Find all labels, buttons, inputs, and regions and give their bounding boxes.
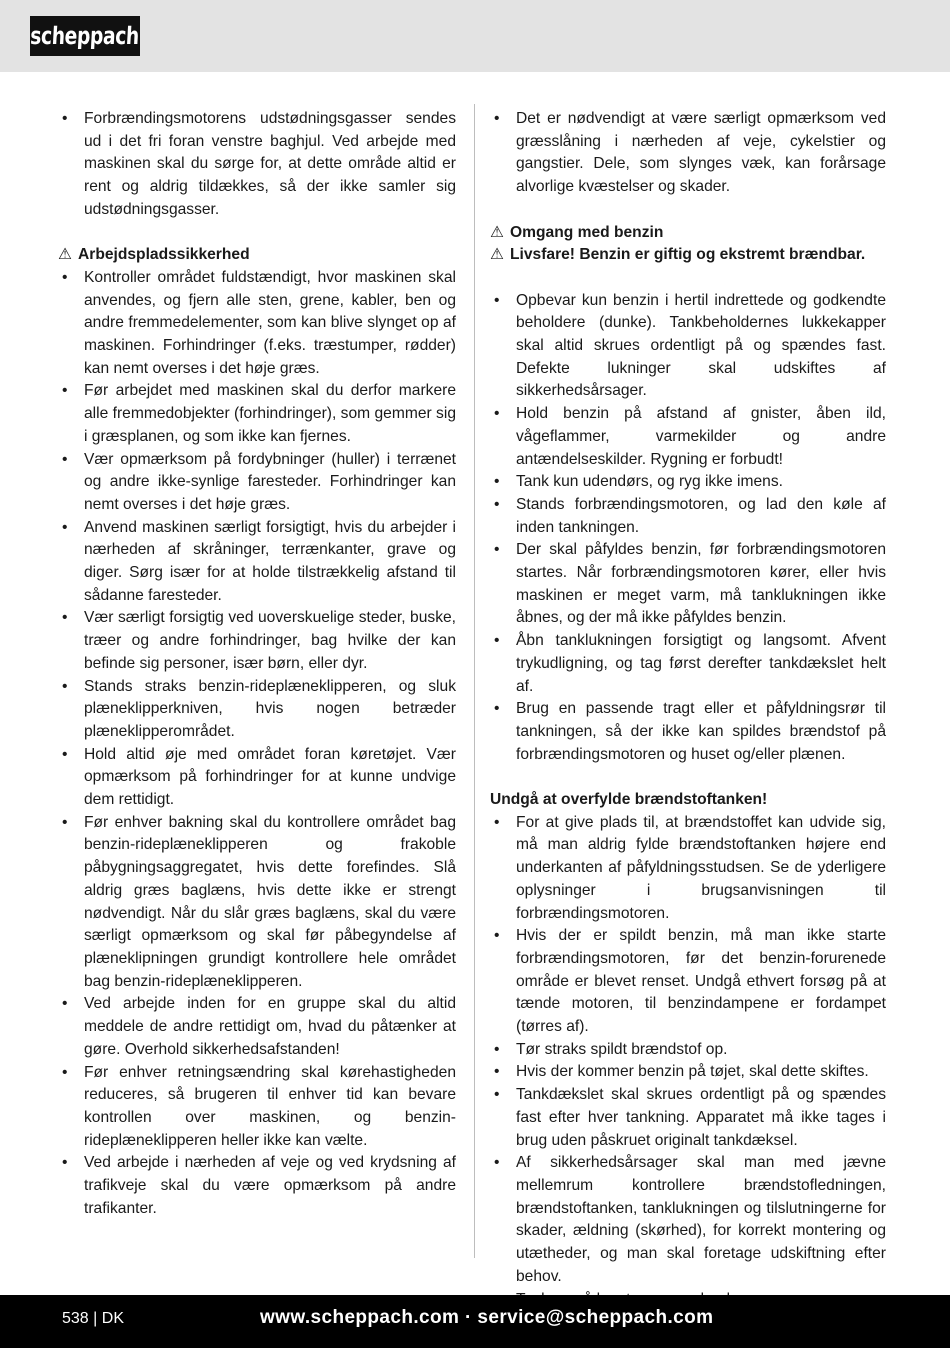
list-item: • Tør straks spildt brændstof op. [494,1040,728,1058]
list-item: • Vær særligt forsigtig ved uoverskuelige steder, buske, træer og andre forhindringer, bag hvilke der kan befinde sig personer, især børn, eller dyr. [62,609,456,672]
list-item: • For at give plads til, at brændstoffet kan udvide sig, må man aldrig fylde brændstoftanken højere end underkanten af påfyldningsstudsen. Se de yderligere oplysninger i brugsanvisningen til forbrændingsmotoren. [494,813,886,922]
left-column [58,108,456,1220]
list-item: • Stands forbrændingsmotoren, og lad den køle af inden tankningen. [494,495,886,536]
fuel-handling-list [490,290,886,767]
list-item: • Hold benzin på afstand af gnister, åben ild, vågeflammer, varmekilder og andre antændelseskilder. Rygning er forbudt! [494,405,886,468]
list-item: • Opbevar kun benzin i hertil indrettede og godkendte beholdere (dunke). Tankbeholdernes lukkekapper skal altid skrues ordentligt på og spændes fast. Defekte lukninger skal udskiftes af sikkerhedsårsager. [494,291,886,400]
list-item: • Hvis der er spildt benzin, må man ikke starte forbrændingsmotoren, før det benzin-forurenede område er blevet renset. Undgå ethvert forsøg på at tænde motoren, til benzindampene er fordampet (tørres af). [494,927,886,1036]
warning-triangle-icon: ⚠ [58,246,72,264]
list-item: • Ved arbejde inden for en gruppe skal du altid meddele de andre rettidigt om, hvad du påtænker at gøre. Overhold sikkerhedsafstanden! [62,995,456,1058]
footer-contact-link[interactable]: www.scheppach.com · service@scheppach.com [260,1307,714,1328]
list-item: • Ved arbejde i nærheden af veje og ved krydsning af trafikveje skal du være opmærksom på andre trafikanter. [62,1154,456,1217]
right-intro-list [490,108,886,199]
list-item: • Anvend maskinen særligt forsigtigt, hvis du arbejder i nærheden af skråninger, terrænkanter, grave og diger. Sørg især for at holde tilstrækkelig afstand til sådanne faresteder. [62,518,456,604]
list-item: • Forbrændingsmotorens udstødningsgasser sendes ud i det fri foran venstre baghjul. Ved arbejde med maskinen skal du sørge for, at dette område altid er rent og aldrig tildækkes, så der ikke samler sig udstødningsgasser. [62,110,456,218]
list-item: • Hold altid øje med området foran køretøjet. Vær opmærksom på forhindringer for at kunne undvige dem rettidigt. [62,745,456,809]
warning-triangle-icon: ⚠ [490,223,504,241]
overfill-list [490,812,886,1311]
section-heading-danger: ⚠ Livsfare! Benzin er giftig og ekstremt brændbar. [490,244,886,267]
footer-bar [0,1295,950,1348]
list-item: • Før enhver retningsændring skal kørehastigheden reduceres, så brugeren til enhver tid kan bevare kontrollen over maskinen, og benzin-rideplæneklipperen heller ikke kan vælte. [62,1063,456,1149]
page-number: 538 | DK [62,1310,124,1327]
section-heading-workplace-safety: ⚠ Arbejdspladssikkerhed [58,244,456,267]
list-item: • Af sikkerhedsårsager skal man med jævne mellemrum kontrollere brændstofledningen, brændstoftanken, tanklukningen og tilslutningerne for skader, ældning (skørhed), for korrekt montering og utætheder, og man skal foretage udskiftning efter behov. [494,1154,886,1285]
language-code: DK [101,1310,124,1327]
list-item: • Det er nødvendigt at være særligt opmærksom ved græsslåning i nærheden af veje, cykelstier og gangstier. Dele, som slynges væk, kan forårsage alvorlige kvæstelser og skader. [494,110,886,196]
list-item: • Tank kun udendørs, og ryg ikke imens. [494,473,783,491]
list-item: • Hvis der kommer benzin på tøjet, skal dette skiftes. [494,1063,869,1081]
section-heading-fuel-handling: ⚠ Omgang med benzin [490,222,886,245]
section-heading-overfill: Undgå at overfylde brændstoftanken! [490,791,768,809]
left-intro-list [58,108,456,222]
scheppach-logo: scheppach [30,16,140,56]
right-column [490,108,886,1311]
list-item: • Stands straks benzin-rideplæneklipperen, og sluk plæneklipperkniven, hvis nogen betræder plæneklipperområdet. [62,677,456,740]
column-divider [474,104,475,1258]
list-item: • Åbn tanklukningen forsigtigt og langsomt. Afvent trykudligning, og tag først derefter tankdækslet helt af. [494,632,886,695]
list-item: • Tankdækslet skal skrues ordentligt på og spændes fast efter hver tankning. Apparatet må ikke tages i brug uden påskruet originalt tankdæksel. [494,1086,886,1149]
list-item: • Før enhver bakning skal du kontrollere området bag benzin-rideplæneklipperen og frakoble påbygningsaggregatet, hvis dette forefindes. Slå aldrig græs baglæns, hvis dette ikke er strengt nødvendigt. Når du slår græs baglæns, skal du være særligt opmærksom og skal før påbegyndelse af plæneklipningen grundigt kontrollere hele området bag benzin-rideplæneklipperen. [62,813,456,990]
list-item: • Der skal påfyldes benzin, før forbrændingsmotoren startes. Når forbrændingsmotoren kører, eller hvis maskinen er meget varm, må tanklukningen ikke åbnes, og der må ikke påfyldes benzin. [494,541,886,627]
workplace-safety-list [58,267,456,1221]
footer-separator: | [93,1310,98,1327]
list-item: • Brug en passende tragt eller et påfyldningsrør til tankningen, så der ikke kan spildes brændstof på forbrændingsmotoren og huset og/eller plænen. [494,700,886,763]
header-bar [0,0,950,72]
list-item: • Kontroller området fuldstændigt, hvor maskinen skal anvendes, og fjern alle sten, grene, kabler, ben og andre fremmedelementer, som kan blive slynget op af maskinen. Forhindringer (f.eks. træstumper, rødder) kan nemt overses i det høje græs. [62,268,456,377]
list-item: • Før arbejdet med maskinen skal du derfor markere alle fremmedobjekter (forhindringer), som gemmer sig i græsplanen, og som ikke kan fjernes. [62,382,456,445]
warning-triangle-icon: ⚠ [490,246,504,264]
list-item: • Vær opmærksom på fordybninger (huller) i terrænet og andre ikke-synlige faresteder. Forhindringer kan nemt overses i det høje græs. [62,450,456,513]
